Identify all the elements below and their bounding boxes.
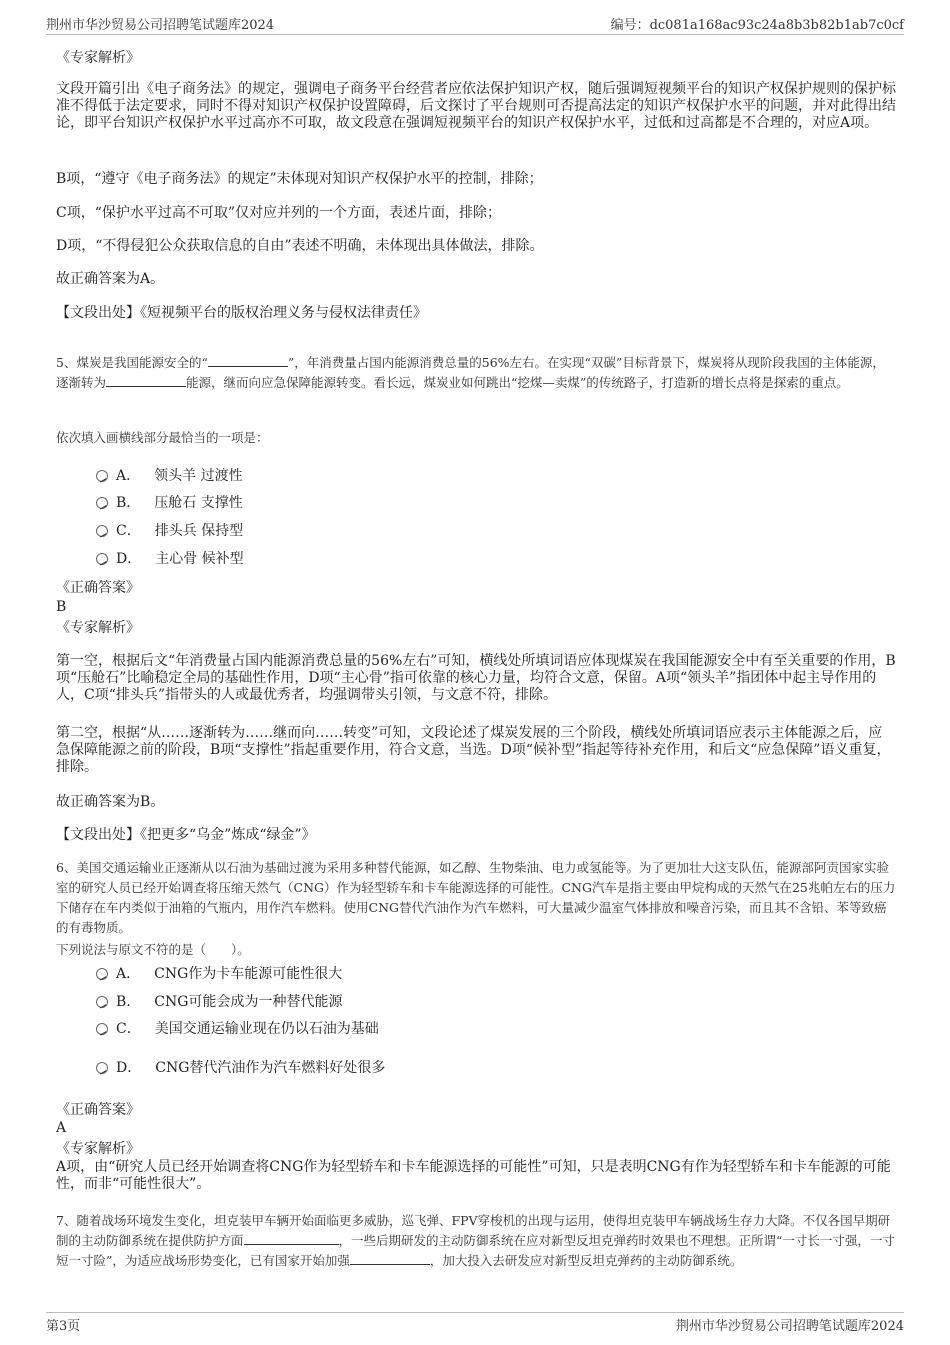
- q5-option-d-key: D．: [116, 551, 142, 567]
- page-header: [46, 14, 904, 35]
- q6-option-c-key: C．: [116, 1021, 141, 1037]
- q6-option-a[interactable]: [96, 965, 342, 983]
- q4-analysis-option-b: B项，“遵守《电子商务法》的规定”未体现对知识产权保护水平的控制，排除；: [56, 171, 543, 187]
- q6-stem: 6、美国交通运输业正逐渐从以石油为基础过渡为采用多种替代能源，如乙醇、生物柴油、电力或氢能等。为了更加壮大这支队伍，能源部阿贡国家实验室的研究人员已经开始调查将压缩天然气（CNG）作为轻型轿车和卡车能源选择的可能性。CNG汽车是指主要由甲烷构成的天然气在25兆帕左右的压力下储存在车内类似于油箱的气瓶内，用作汽车燃料。使用CNG替代汽油作为汽车燃料，可大量减少温室气体排放和噪音污染，而且其不含铅、苯等致癌的有毒物质。: [56, 860, 896, 935]
- q5-option-c-key: C．: [116, 523, 141, 539]
- radio-icon[interactable]: [96, 525, 108, 537]
- q5-option-a-text: 领头羊 过渡性: [154, 468, 243, 484]
- q5-option-b-text: 压舱石 支撑性: [154, 495, 243, 511]
- q5-option-d[interactable]: [96, 550, 244, 568]
- q6-option-b[interactable]: [96, 993, 342, 1011]
- q6-option-c[interactable]: [96, 1020, 379, 1038]
- q6-analysis-paragraph: A项，由“研究人员已经开始调查将CNG作为轻型轿车和卡车能源选择的可能性”可知，只是表明CNG有作为轻型轿车和卡车能源的可能性，而非“可能性很大”。: [56, 1159, 891, 1192]
- q5-stem: [56, 353, 896, 393]
- q4-analysis-option-c: C项，“保护水平过高不可取”仅对应并列的一个方面，表述片面，排除；: [56, 205, 502, 221]
- q6-option-d-text: CNG替代汽油作为汽车燃料好处很多: [155, 1060, 386, 1076]
- q5-blank-1: [208, 366, 288, 367]
- q5-option-b-key: B．: [116, 495, 141, 511]
- q7-stem-part-b: ，一些后期研发的主动防御系统在应对新型反坦克弹药时效果也不理想。正所谓“一寸长一寸强，一寸短一寸险”，为适应战场形势变化，已有国家开始加强: [56, 1233, 895, 1268]
- q6-correct-answer: A: [56, 1120, 67, 1136]
- q7-stem: [56, 1211, 896, 1271]
- q5-correct-label: 《正确答案》: [56, 580, 140, 596]
- page-footer: [46, 1312, 904, 1337]
- q5-option-d-text: 主心骨 候补型: [155, 551, 244, 567]
- q5-stem-part-a: 5、煤炭是我国能源安全的“: [56, 355, 208, 370]
- radio-icon[interactable]: [96, 553, 108, 565]
- q4-analysis-label: 《专家解析》: [56, 50, 140, 66]
- q6-option-c-text: 美国交通运输业现在仍以石油为基础: [154, 1021, 379, 1037]
- q6-option-a-text: CNG作为卡车能源可能性很大: [154, 966, 343, 982]
- footer-title: 荆州市华沙贸易公司招聘笔试题库2024: [675, 1319, 904, 1334]
- q5-option-a-key: A．: [116, 468, 141, 484]
- q5-option-a[interactable]: [96, 467, 243, 485]
- q5-option-c[interactable]: [96, 522, 243, 540]
- q5-analysis-paragraph-1: 第一空，根据后文“年消费量占国内能源消费总量的56%左右”可知，横线处所填词语应体现煤炭在我国能源安全中有至关重要的作用，B项“压舱石”比喻稳定全局的基础性作用，D项“主心骨”指可依靠的核心力量，均符合文意，保留。A项“领头羊”指团体中起主导作用的人，C项“排头兵”指带头的人或最优秀者，均强调带头引领，与文意不符，排除。: [56, 653, 896, 703]
- q5-stem-part-b: ”，年消费量占国内能源消费总量的56%左右。在实现“双碳”目标背景下，煤炭将从现阶段我国的主体能源，逐渐转为: [56, 355, 885, 390]
- radio-icon[interactable]: [96, 1062, 108, 1074]
- q5-analysis-label: 《专家解析》: [56, 620, 140, 636]
- q6-option-d[interactable]: [96, 1059, 385, 1077]
- q4-analysis-paragraph: 文段开篇引出《电子商务法》的规定，强调电子商务平台经营者应依法保护知识产权，随后强调短视频平台的知识产权保护规则的保护标准不得低于法定要求，同时不得对知识产权保护设置障碍，后文探讨了平台规则可否提高法定的知识产权保护水平的问题，并对此得出结论，即平台知识产权保护水平过高亦不可取，故文段意在强调短视频平台的知识产权保护水平，过低和过高都是不合理的，对应A项。: [56, 81, 896, 131]
- q7-blank-1: [244, 1244, 339, 1245]
- radio-icon[interactable]: [96, 497, 108, 509]
- footer-page-number: 第3页: [46, 1319, 81, 1334]
- q4-answer-line: 故正确答案为A。: [56, 271, 165, 287]
- radio-icon[interactable]: [96, 968, 108, 980]
- radio-icon[interactable]: [96, 1023, 108, 1035]
- q6-option-a-key: A．: [116, 966, 141, 982]
- q6-option-b-text: CNG可能会成为一种替代能源: [154, 994, 343, 1010]
- q4-source: 【文段出处】《短视频平台的版权治理义务与侵权法律责任》: [56, 305, 427, 321]
- q5-answer-line: 故正确答案为B。: [56, 794, 165, 810]
- q5-source: 【文段出处】《把更多“乌金”炼成“绿金”》: [56, 827, 316, 843]
- header-doc-id: 编号：dc081a168ac93c24a8b3b82b1ab7c0cf: [610, 18, 904, 33]
- q4-analysis-option-d: D项，“不得侵犯公众获取信息的自由”表述不明确，未体现出具体做法，排除。: [56, 238, 544, 254]
- q6-prompt: 下列说法与原文不符的是（ ）。: [56, 942, 250, 957]
- q5-option-b[interactable]: [96, 494, 243, 512]
- q6-option-d-key: D．: [116, 1060, 142, 1076]
- radio-icon[interactable]: [96, 996, 108, 1008]
- q6-option-b-key: B．: [116, 994, 141, 1010]
- q7-stem-part-c: ，加大投入去研发应对新型反坦克弹药的主动防御系统。: [429, 1253, 743, 1268]
- q5-option-c-text: 排头兵 保持型: [154, 523, 244, 539]
- q5-analysis-paragraph-2: 第二空，根据“从……逐渐转为……继而向……转变”可知，文段论述了煤炭发展的三个阶段，横线处所填词语应表示主体能源之后，应急保障能源之前的阶段，B项“支撑性”指起重要作用，符合文意，当选。D项“候补型”指起等待补充作用，和后文“应急保障”语义重复，排除。: [56, 725, 891, 775]
- q7-stem-part-a: 7、随着战场环境发生变化，坦克装甲车辆开始面临更多威胁，巡飞弹、FPV穿梭机的出现与运用，使得坦克装甲车辆战场生存力大降。不仅各国早期研制的主动防御系统在提供防护方面: [56, 1213, 891, 1248]
- header-title: 荆州市华沙贸易公司招聘笔试题库2024: [46, 18, 275, 33]
- q6-correct-label: 《正确答案》: [56, 1102, 140, 1118]
- q5-prompt: 依次填入画横线部分最恰当的一项是：: [56, 430, 269, 445]
- q7-blank-2: [350, 1264, 430, 1265]
- q5-stem-part-c: 能源，继而向应急保障能源转变。看长远，煤炭业如何跳出“挖煤—卖煤”的传统路子，打造新的增长点将是探索的重点。: [186, 375, 849, 390]
- q6-analysis-label: 《专家解析》: [56, 1141, 140, 1157]
- q5-correct-answer: B: [56, 599, 67, 615]
- q5-blank-2: [106, 386, 186, 387]
- radio-icon[interactable]: [96, 470, 108, 482]
